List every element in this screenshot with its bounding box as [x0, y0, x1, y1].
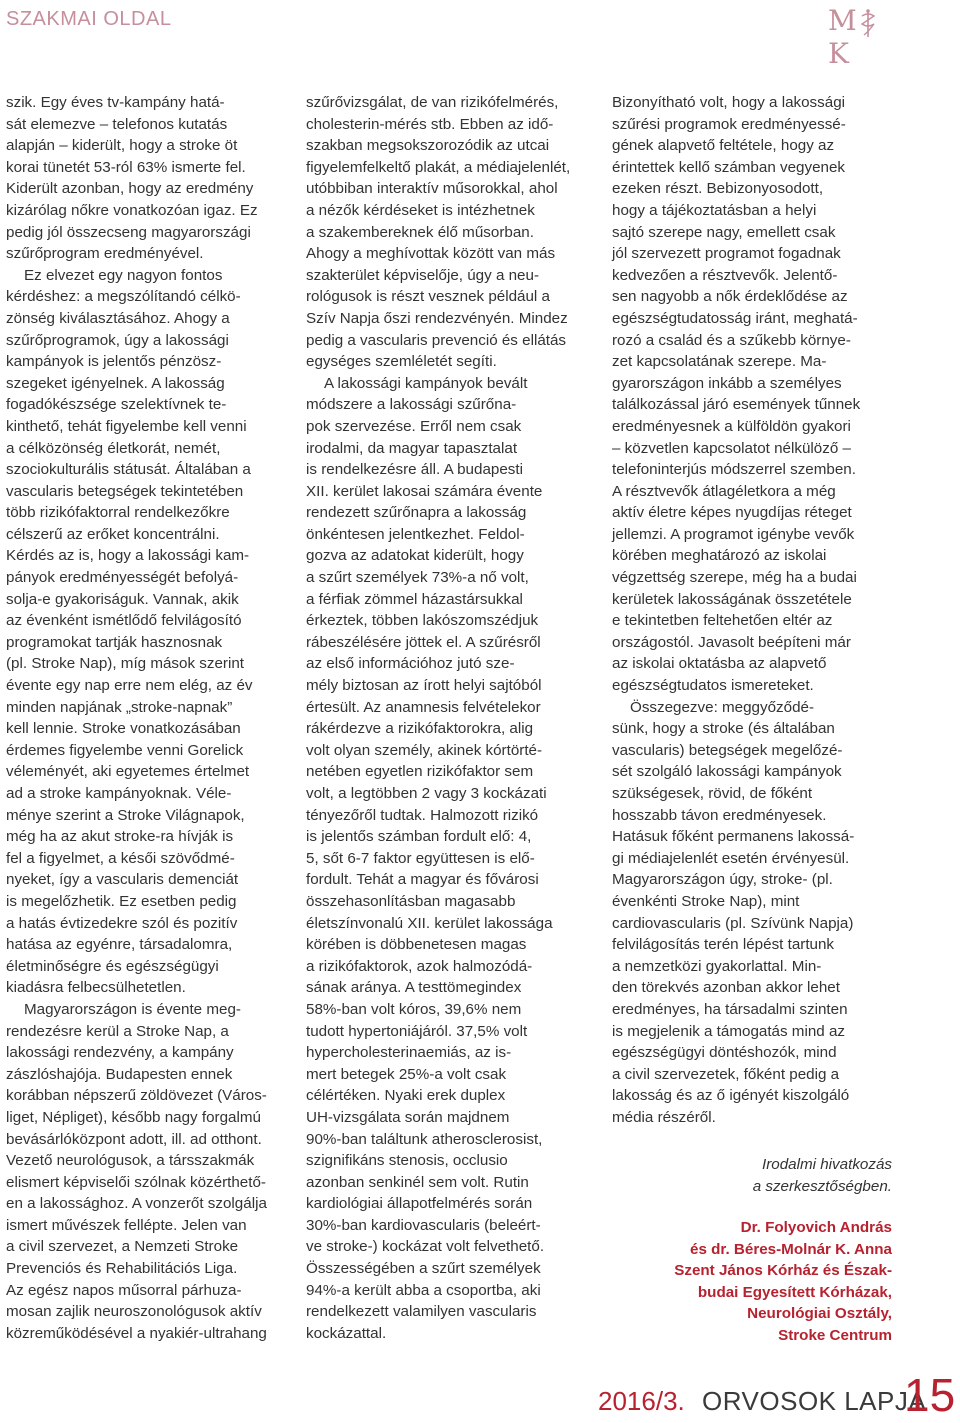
text-line: rendezésre kerül a Stroke Nap, a	[6, 1022, 229, 1040]
text-line: fel a figyelmet, a késői szövődmé-	[6, 849, 235, 867]
text-line: mély biztosan az írott helyi sajtóból	[306, 677, 542, 695]
text-line: a civil szervezet, a Nemzeti Stroke	[6, 1238, 239, 1256]
text-line: zet kapcsolatának szerepe. Ma-	[612, 353, 827, 371]
text-line: volt olyan személy, akinek kórtörté-	[306, 741, 543, 759]
text-line: Szív Napja őszi rendezvényén. Mindez	[306, 309, 568, 327]
text-line: sen nagyobb a nők érdeklődése az	[612, 288, 848, 306]
text-line: 58%-ban volt kóros, 39,6% nem	[306, 1000, 522, 1018]
text-line: a nézők kérdéseket is intézhetnek	[306, 201, 535, 219]
text-line: lakossági rendezvény, a kampány	[6, 1044, 234, 1062]
text-line: fordult. Tehát a magyar és fővárosi	[306, 871, 539, 889]
text-line: szűrési programok eredményessé-	[612, 115, 846, 133]
text-line: rákérdezve a rizikófaktorokra, alig	[306, 720, 534, 738]
text-line: a rizikófaktorok, azok halmozódá-	[306, 957, 533, 975]
text-line: gozva az adatokat kiderült, hogy	[306, 547, 524, 565]
text-line: szükségesek, rövid, de főként	[612, 785, 813, 802]
references-note-line: a szerkesztőségben.	[752, 1177, 892, 1195]
text-line: kerületek lakosságának összetétele	[612, 590, 852, 608]
text-line: Ez elvezet egy nagyon fontos	[24, 266, 223, 284]
text-line: UH-vizsgálata során majdnem	[306, 1108, 510, 1126]
text-line: ménye szerint a Stroke Világnapok,	[6, 806, 245, 824]
journal-logo	[828, 4, 898, 70]
references-note-line: Irodalmi hivatkozás	[762, 1156, 892, 1173]
text-line: sét szolgáló lakossági kampányok	[612, 763, 842, 781]
text-line: 5, sőt 6-7 faktor együttesen is elő-	[306, 849, 535, 867]
text-line: hatása az egyénre, társadalomra,	[6, 936, 233, 954]
author-line: Neurológiai Osztály,	[747, 1305, 892, 1323]
text-line: tudott hypertoniájáról. 37,5% volt	[306, 1022, 528, 1040]
text-line: irodalmi, da magyar tapasztalat	[306, 439, 518, 457]
text-line: a szakembereknek élő műsorban.	[306, 223, 534, 241]
text-line: jól szervezett programot fogadnak	[612, 245, 841, 263]
text-line: is jelentős számban fordult elő: 4,	[306, 828, 532, 846]
author-line: és dr. Béres-Molnár K. Anna	[690, 1240, 892, 1258]
text-line: rábeszélésére jöttek el. A szűrésről	[306, 633, 541, 651]
text-line: kell lennie. Stroke vonatkozásában	[6, 720, 241, 738]
text-line: figyelemfelkeltő plakát, a médiajelenlét,	[306, 158, 571, 176]
text-line: lakosság és az ő igényét kiszolgáló	[612, 1087, 850, 1105]
text-line: eredményesnek a külföldön gyakori	[612, 417, 851, 435]
text-line: kinthető, tehát figyelembe kell venni	[6, 417, 247, 435]
text-line: hogy a tájékoztatásban a helyi	[612, 201, 817, 219]
text-line: kockázattal.	[306, 1324, 387, 1342]
text-line: kérdéshez: a megszólítandó célkö-	[6, 288, 241, 306]
text-line: zászlóshajója. Budapesten ennek	[6, 1065, 233, 1083]
text-line: média részéről.	[612, 1108, 716, 1126]
text-line: önkéntesen jelentkezhet. Feldol-	[306, 525, 525, 543]
text-line: kampányok is jelentős pénzösz-	[6, 353, 222, 371]
text-line: Ahogy a meghívottak között van más	[306, 245, 556, 263]
text-line: szakban megsokszorozódik az utcai	[306, 137, 550, 155]
text-line: gyarországon inkább a személyes	[612, 374, 842, 392]
text-line: XII. kerület lakosai számára évente	[306, 482, 543, 500]
text-line: évenkénti Stroke Nap), mint	[612, 892, 800, 910]
text-line: szociokulturális státusát. Általában a	[6, 461, 251, 479]
text-line: is rendelkezésre áll. A budapesti	[306, 461, 523, 479]
text-line: érdemes figyelembe venni Gorelick	[6, 741, 244, 759]
text-line: den törekvés azonban akkor lehet	[612, 979, 840, 997]
text-line: 94%-a került abba a csoportba, aki	[306, 1281, 541, 1299]
text-line: szik. Egy éves tv-kampány hatá-	[6, 94, 225, 111]
text-line: a férfiak zömmel házastársukkal	[306, 590, 523, 608]
text-line: netében egyetlen rizikófaktor sem	[306, 763, 534, 781]
text-line: tényezőről tudtak. Halmozott rizikó	[306, 806, 539, 824]
text-line: célszerű az erőket koncentrálni.	[6, 525, 220, 543]
logo-letter-right: K	[828, 37, 850, 70]
text-line: Kérdés az is, hogy a lakossági kam-	[6, 547, 250, 565]
text-line: A résztvevők átlagéletkora a még	[612, 482, 836, 500]
text-line: hypercholesterinaemiás, az is-	[306, 1044, 512, 1062]
issue-number: 2016/3.	[598, 1386, 685, 1416]
text-line: rozó a család és a szűkebb környe-	[612, 331, 851, 349]
text-line: alapján – kiderült, hogy a stroke öt	[6, 137, 238, 155]
text-line: utóbbiban interaktív műsorokkal, ahol	[306, 180, 558, 198]
text-line: országostól. Javasolt beépíteni már	[612, 633, 851, 651]
text-line: értesült. Az anamnesis felvételekor	[306, 698, 541, 716]
text-line: a hatás évtizedekre szól és pozitív	[6, 914, 238, 932]
text-line: bevásárlóközpont adott, ill. ad otthont.	[6, 1130, 262, 1148]
text-line: kedvezően a résztvevők. Jelentő-	[612, 266, 838, 284]
text-line: gének alapvető feltétele, hogy az	[612, 137, 835, 155]
text-line: korábban népszerű zöldövezet (Város-	[6, 1087, 267, 1105]
text-line: évente egy nap erre nem elég, az év	[6, 677, 253, 695]
text-line: még ha az akut stroke-ra hívják is	[6, 828, 234, 846]
text-line: vascularis betegségek tekintetében	[6, 482, 244, 500]
text-line: fogadókészsége szelektívnek te-	[6, 396, 227, 414]
text-line: A lakossági kampányok bevált	[324, 374, 528, 392]
text-line: életminőségre és egészségügyi	[6, 957, 219, 975]
text-line: is megjelenik a támogatás mind az	[612, 1022, 845, 1040]
text-line: találkozással járó események tűnnek	[612, 396, 861, 414]
text-line: Az egész napos műsorral párhuza-	[6, 1281, 242, 1299]
text-line: Hatásuk főként permanens lakossá-	[612, 828, 855, 846]
text-line: érintettek kellő számban vegyenek	[612, 158, 846, 176]
text-line: Kiderült azonban, hogy az eredmény	[6, 180, 254, 198]
text-line: Összességében a szűrt személyek	[306, 1260, 541, 1278]
text-line: korai tünetét 53-ról 63% ismerte fel.	[6, 158, 246, 176]
page-number: 15	[904, 1369, 956, 1421]
text-line: 90%-ban találtunk atherosclerosist,	[306, 1130, 543, 1148]
text-line: is megelőzhetik. Ez esetben pedig	[6, 892, 237, 910]
author-line: Stroke Centrum	[778, 1326, 892, 1344]
text-line: módszere a lakossági szűrőna-	[306, 396, 517, 414]
text-line: véleményét, aki egyetemes értelmet	[6, 763, 250, 781]
text-line: aktív életre képes nyugdíjas réteget	[612, 504, 852, 522]
text-line: felvilágosítás terén lépést tartunk	[612, 936, 835, 954]
text-line: közreműködésével a nyakiér-ultrahang	[6, 1324, 267, 1342]
text-line: cardiovascularis (pl. Szívünk Napja)	[612, 914, 854, 932]
text-line: szegeket igényelnek. A lakosság	[6, 374, 225, 392]
author-line: budai Egyesített Kórházak,	[697, 1283, 892, 1301]
author-line: Szent János Kórház és Észak-	[674, 1262, 892, 1280]
text-line: életszínvonalú XII. kerület lakossága	[306, 914, 553, 932]
text-line: mert betegek 25%-a volt csak	[306, 1065, 507, 1083]
text-line: e tekintetben feltehetően eltér az	[612, 612, 833, 630]
text-line: kiadásra felbecsülhetetlen.	[6, 979, 186, 997]
text-line: egészségtudatosság iránt, meghatá-	[612, 309, 858, 327]
text-line: a civil szervezetek, főként pedig a	[612, 1065, 840, 1083]
journal-name: ORVOSOK LAPJA	[702, 1386, 927, 1416]
section-label: SZAKMAI OLDAL	[6, 8, 172, 30]
text-line: ad a stroke kampányoknak. Véle-	[6, 785, 232, 802]
text-line: Összegezve: meggyőződé-	[630, 698, 815, 716]
text-line: ve stroke-) kockázat volt felvethető.	[306, 1238, 545, 1256]
text-line: az évenként ismétlődő felvilágosító	[6, 612, 242, 630]
text-line: Prevenciós és Rehabilitációs Liga.	[6, 1260, 238, 1278]
text-line: ezeken részt. Bebizonyosodott,	[612, 180, 824, 198]
text-line: sünk, hogy a stroke (és általában	[612, 720, 835, 738]
text-line: egységes szemléletét segíti.	[306, 353, 497, 371]
text-line: en a lakossághoz. A vonzerőt szolgálja	[6, 1195, 267, 1213]
text-line: cholesterin-mérés stb. Ebben az idő-	[306, 115, 554, 133]
text-line: a nemzetközi gyakorlattal. Min-	[612, 957, 822, 975]
text-line: (pl. Stroke Nap), míg mások szerint	[6, 655, 245, 673]
text-line: – közvetlen kapcsolatot nélkülöző –	[612, 439, 851, 457]
text-line: telefoninterjús módszerrel szemben.	[612, 461, 856, 479]
author-block	[612, 1217, 892, 1347]
text-line: Vezető neurológusok, a társszakmák	[6, 1152, 255, 1170]
text-line: kardiológiai állapotfelmérés során	[306, 1195, 533, 1213]
text-line: pányok eredményességét befolyá-	[6, 569, 239, 587]
text-line: Bizonyítható volt, hogy a lakossági	[612, 94, 846, 111]
text-line: szűrőprogram eredményével.	[6, 245, 204, 263]
text-line: több rizikófaktorral rendelkezőkre	[6, 504, 230, 522]
text-line: jellemzi. A programot igénybe vevők	[612, 525, 855, 543]
text-line: az iskolai oktatásba az alapvető	[612, 655, 827, 673]
text-line: körében is döbbenetesen magas	[306, 936, 527, 954]
text-line: rendezett szűrőnapra a lakosság	[306, 504, 527, 522]
text-line: mosan zajlik neuroszonológusok aktív	[6, 1303, 262, 1321]
text-line: rológusok is részt vesznek például a	[306, 288, 550, 306]
text-line: Magyarországon is évente meg-	[24, 1000, 241, 1018]
text-line: szűrőprogramok, úgy a lakossági	[6, 331, 229, 349]
article-column-1	[6, 92, 286, 1344]
text-line: volt, a legtöbben 2 vagy 3 kockázati	[306, 785, 547, 802]
text-line: szignifikáns stenosis, occlusio	[306, 1152, 508, 1170]
text-line: végzettség szerepe, még ha a budai	[612, 569, 857, 587]
text-line: hosszabb távon eredményesek.	[612, 806, 827, 824]
text-line: kizárólag nőkre vonatkozóan igaz. Ez	[6, 201, 258, 219]
text-line: körében meghatározó az iskolai	[612, 547, 827, 565]
text-line: az első információhoz jutó sze-	[306, 655, 515, 673]
text-line: elismert képviselői szólnak közérthető-	[6, 1173, 266, 1191]
text-line: programokat tartják hasznosnak	[6, 633, 223, 651]
text-line: szűrővizsgálat, de van rizikófelmérés,	[306, 94, 559, 111]
text-line: pok szervezése. Erről nem csak	[306, 417, 522, 435]
text-line: nyeket, így a vascularis demenciát	[6, 871, 239, 889]
text-line: pedig a vascularis prevenció és ellátás	[306, 331, 567, 349]
text-line: gi médiajelenlét esetén érvényesül.	[612, 849, 850, 867]
text-line: 30%-ban kardiovascularis (beleért-	[306, 1216, 541, 1234]
logo-letter-left: M	[828, 4, 858, 37]
article-column-3	[612, 92, 892, 1129]
text-line: liget, Népliget), később nagy forgalmú	[6, 1108, 261, 1126]
text-line: eredményes, ha társadalmi szinten	[612, 1000, 848, 1018]
text-line: egészségtudatos ismereteket.	[612, 677, 814, 695]
text-line: érkeztek, többen lakószomszédjuk	[306, 612, 539, 630]
text-line: sát elemezve – telefonos kutatás	[6, 115, 228, 133]
text-line: pedig jól összecseng magyarországi	[6, 223, 251, 241]
text-line: a szűrt személyek 73%-a nő volt,	[306, 569, 529, 587]
article-column-2	[306, 92, 586, 1344]
text-line: ismert művészek fellépte. Jelen van	[6, 1216, 247, 1234]
text-line: célértéken. Nyaki erek duplex	[306, 1087, 506, 1105]
references-note	[612, 1154, 892, 1197]
text-line: sának aránya. A testtömegindex	[306, 979, 522, 997]
text-line: szakterület képviselője, úgy a neu-	[306, 266, 540, 284]
text-line: összehasonlításban magasabb	[306, 892, 516, 910]
author-line: Dr. Folyovich András	[740, 1219, 892, 1236]
text-line: Magyarországon úgy, stroke- (pl.	[612, 871, 833, 889]
text-line: minden napjának „stroke-napnak”	[6, 698, 233, 716]
text-line: rendelkezett valamilyen vascularis	[306, 1303, 537, 1321]
text-line: egészségügyi döntéshozók, mind	[612, 1044, 837, 1062]
text-line: zönség kiválasztásához. Ahogy a	[6, 309, 230, 327]
text-line: a célközönség életkorát, nemét,	[6, 439, 221, 457]
text-line: azonban senkinél sem volt. Rutin	[306, 1173, 529, 1191]
text-line: sajtó szerepe nagy, emellett csak	[612, 223, 836, 241]
text-line: solja-e gyakoriságuk. Vannak, akik	[6, 590, 239, 608]
text-line: vascularis) betegségek megelőzé-	[612, 741, 843, 759]
